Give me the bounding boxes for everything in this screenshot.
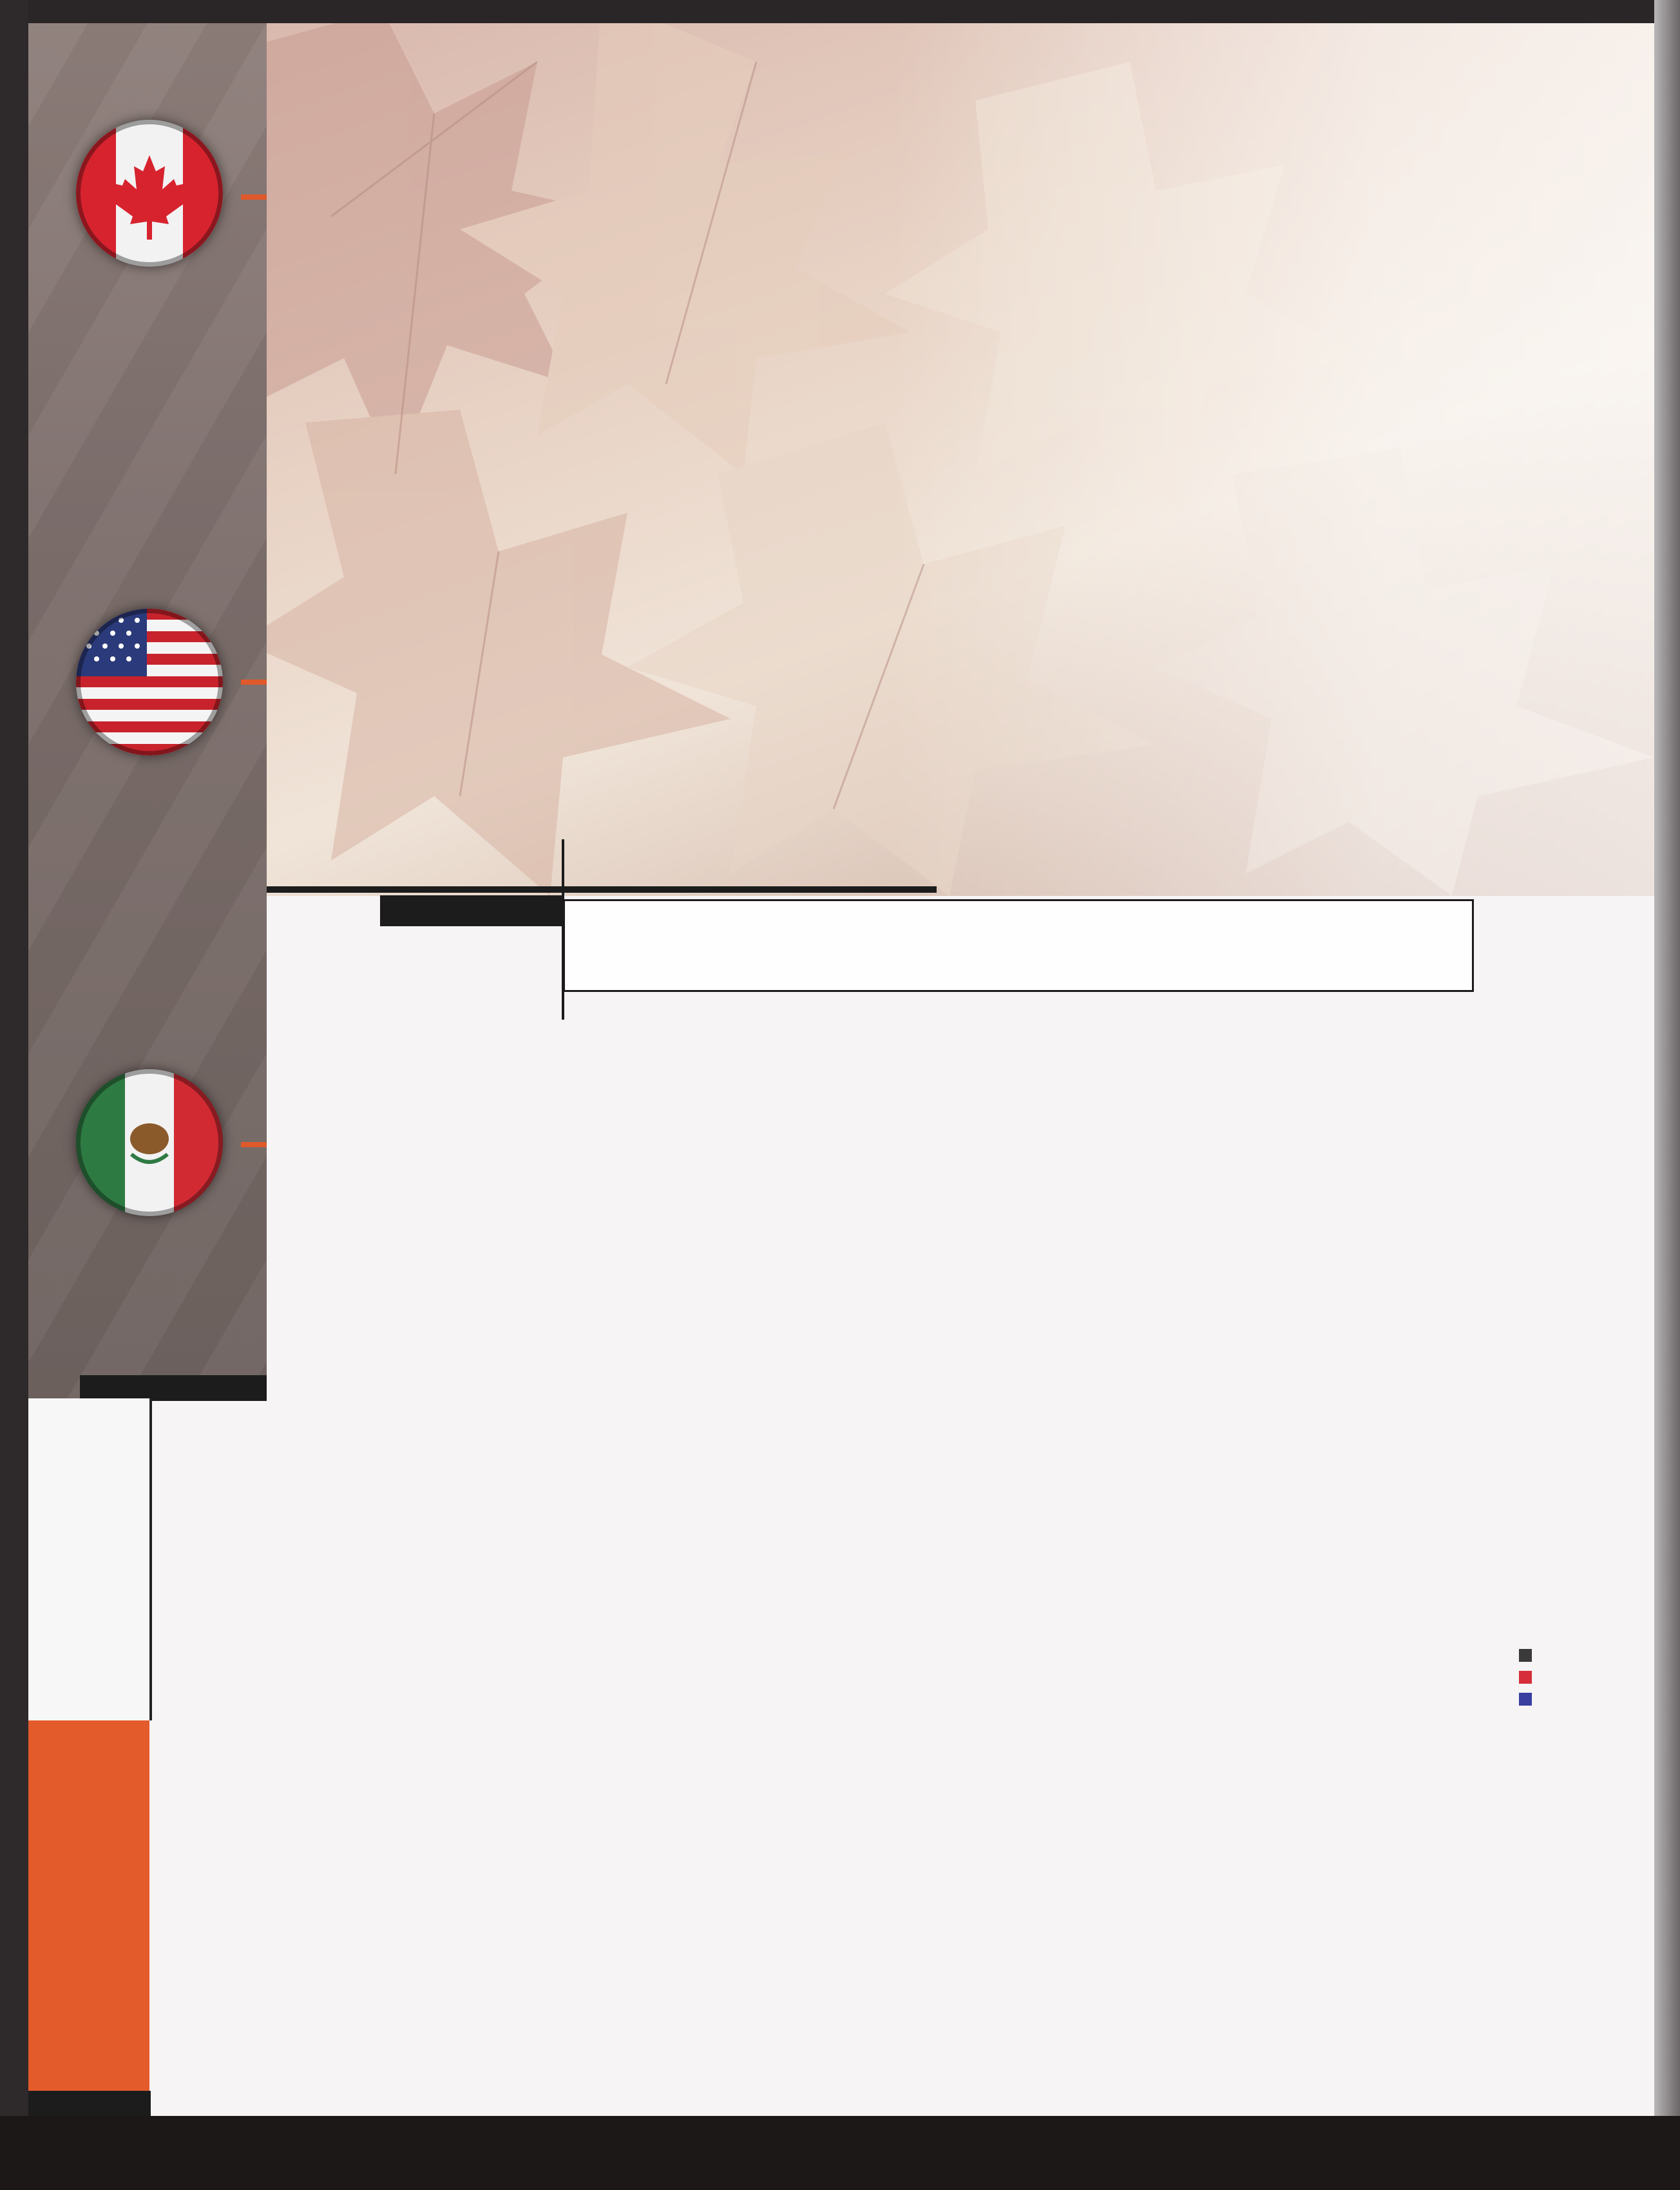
legend-item-importations bbox=[1519, 1644, 1540, 1666]
legend-swatch bbox=[1519, 1649, 1532, 1662]
legend-item-solde bbox=[1519, 1688, 1540, 1710]
legend-item-exportations bbox=[1519, 1666, 1540, 1688]
scan-border-bottom bbox=[0, 2116, 1680, 2190]
line-chart-legend bbox=[1519, 1644, 1540, 1710]
legend-swatch bbox=[1519, 1693, 1532, 1706]
legend-swatch bbox=[1519, 1671, 1532, 1684]
